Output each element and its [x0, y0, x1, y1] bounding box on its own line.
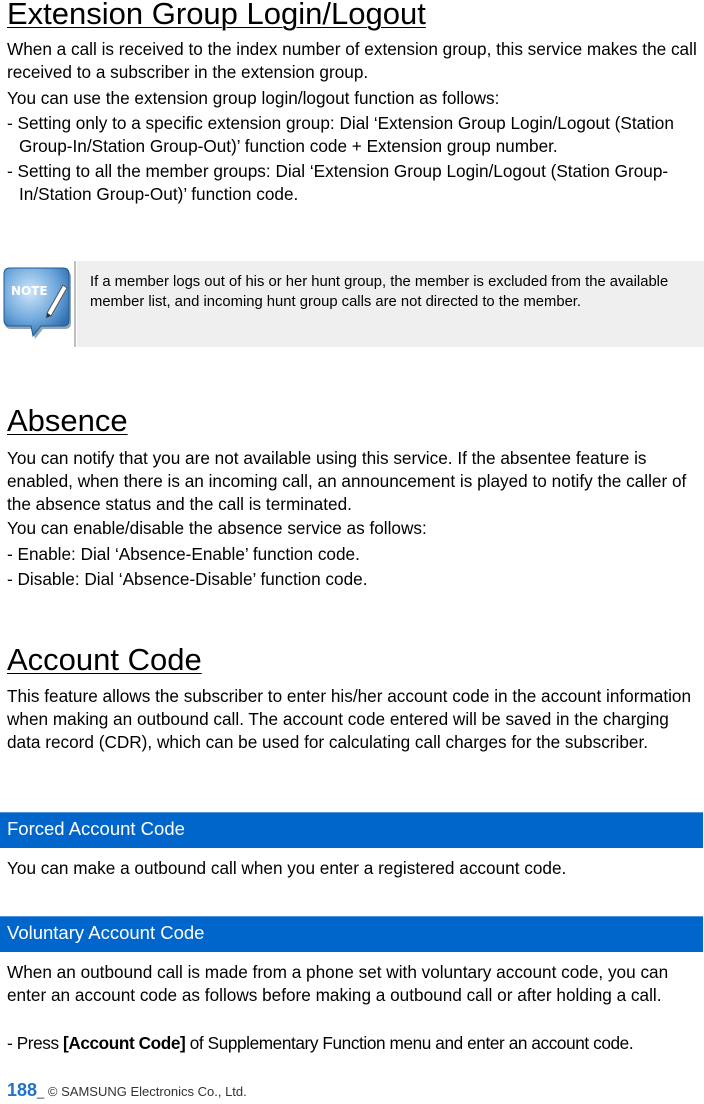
- absence-usage-text: You can enable/disable the absence service as follows:: [7, 518, 427, 538]
- copyright-text: © SAMSUNG Electronics Co., Ltd.: [47, 1084, 247, 1099]
- login-usage-text: You can use the extension group login/logout function as follows:: [7, 88, 500, 108]
- page-number: 188: [7, 1080, 38, 1100]
- absence-intro-text: You can notify that you are not available using this service. If the absentee feature is enabled, when there is an incoming call, an announcement is played to notify the caller of the absence status and the call is terminated.: [7, 448, 687, 514]
- footer-separator: _: [37, 1084, 45, 1099]
- subsection-bar-forced: [0, 812, 703, 848]
- account-intro-text: This feature allows the subscriber to enter his/her account code in the account information when making an outbound call. The account code entered will be saved in the charging data record (CDR), which can be used for calculating call charges for the subscriber.: [7, 686, 692, 752]
- press-prefix: - Press: [7, 1033, 64, 1053]
- subsection-bar-voluntary: [0, 916, 703, 952]
- account-code-key: [Account Code]: [63, 1033, 186, 1053]
- login-intro-text: When a call is received to the index number of extension group, this service makes the call received to a subscriber in the extension group.: [7, 39, 697, 82]
- note-divider: [74, 261, 76, 347]
- subsection-title-voluntary: Voluntary Account Code: [7, 922, 205, 943]
- section-title-account-code: Account Code: [7, 642, 202, 677]
- section-title-login-logout: Extension Group Login/Logout: [7, 0, 426, 31]
- press-suffix: of Supplementary Function menu and enter an account code.: [185, 1033, 634, 1053]
- note-icon: [3, 265, 73, 343]
- note-icon-label: NOTE: [11, 284, 48, 298]
- absence-bullet-enable: - Enable: Dial ‘Absence-Enable’ function code.: [7, 544, 360, 564]
- subsection-title-forced: Forced Account Code: [7, 818, 185, 839]
- section-title-absence: Absence: [7, 403, 128, 438]
- note-text: If a member logs out of his or her hunt group, the member is excluded from the available member list, and incoming hunt group calls are not directed to the member.: [90, 274, 669, 310]
- absence-bullet-disable: - Disable: Dial ‘Absence-Disable’ function code.: [7, 569, 368, 589]
- login-bullet-all: - Setting to all the member groups: Dial ‘Extension Group Login/Logout (Station Group-In/Station Group-Out)’ function code.: [7, 161, 669, 204]
- login-bullet-specific: - Setting only to a specific extension group: Dial ‘Extension Group Login/Logout (Station Group-In/Station Group-Out)’ function code + Extension group number.: [7, 113, 674, 156]
- note-box: [77, 261, 704, 347]
- voluntary-press-instruction: [7, 1032, 704, 1055]
- page-footer: [7, 1078, 247, 1104]
- voluntary-account-text: When an outbound call is made from a phone set with voluntary account code, you can enter an account code as follows before making a outbound call or after holding a call.: [7, 962, 669, 1005]
- forced-account-text: You can make a outbound call when you enter a registered account code.: [7, 858, 567, 878]
